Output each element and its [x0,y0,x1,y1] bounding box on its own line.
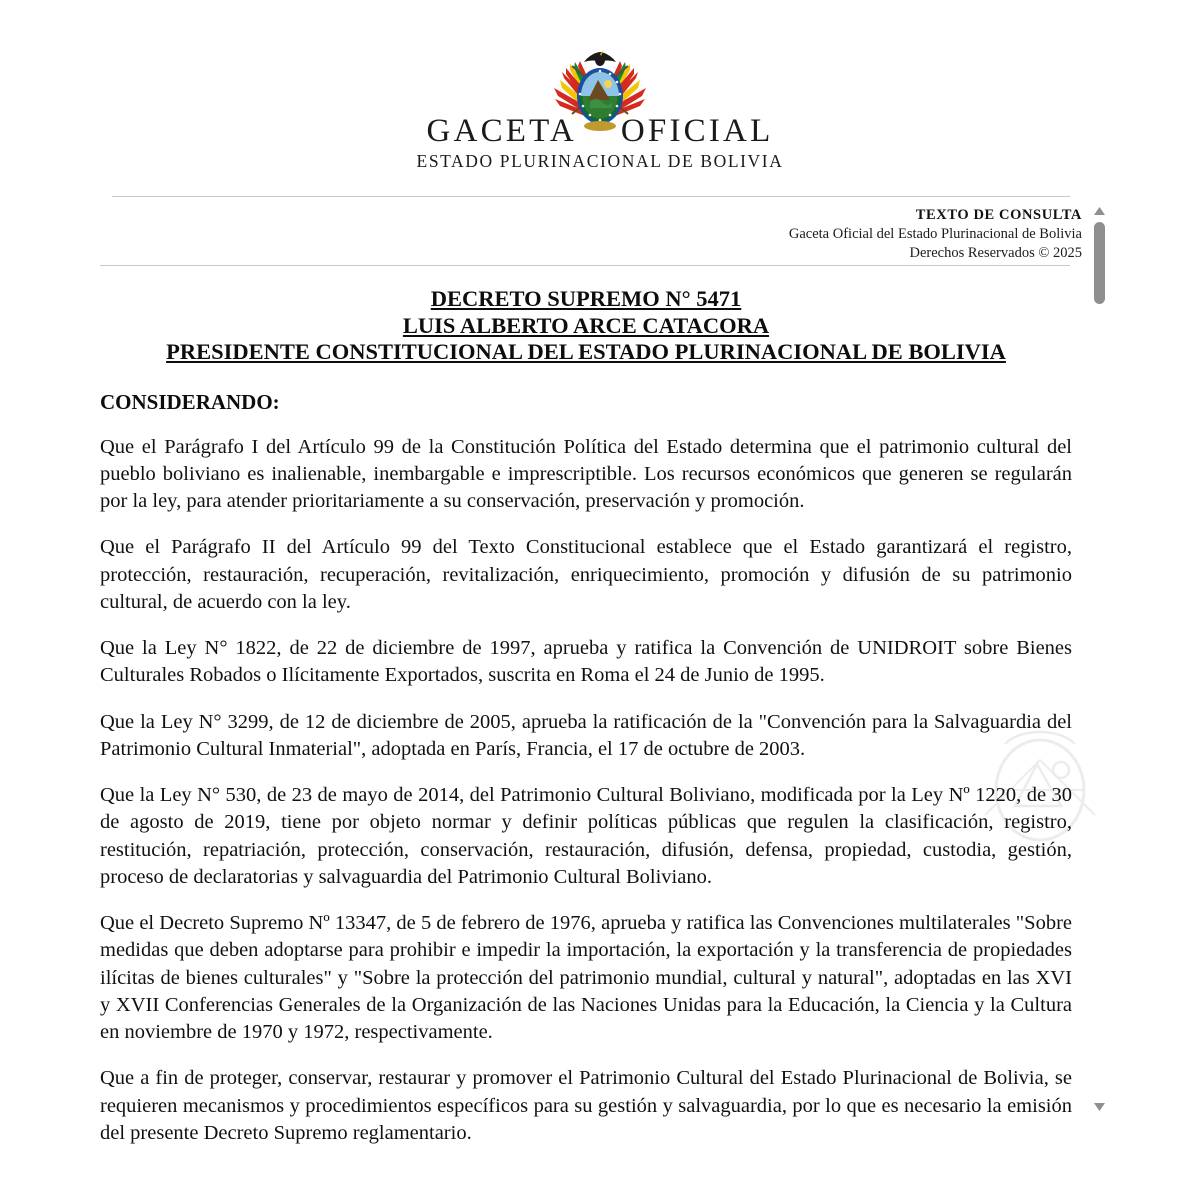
consulta-line-2: Derechos Reservados © 2025 [909,245,1082,262]
masthead-subtitle: ESTADO PLURINACIONAL DE BOLIVIA [416,150,784,171]
vertical-scrollbar[interactable] [1091,206,1108,1112]
masthead-title: GACETA OFICIAL [426,113,774,149]
section-heading-considerando: CONSIDERANDO: [100,389,280,414]
consulta-header [789,206,1082,263]
consulta-heading: TEXTO DE CONSULTA [915,207,1082,223]
paragraph-3: Que la Ley N° 1822, de 22 de diciembre de 1997, aprueba y ratifica la Convención de UNIDROIT sobre Bienes Culturales Robados o Ilícitamente Exportados, suscrita en Roma el 24 de Junio de 1995. [100,637,1072,687]
header-divider-top [112,196,1070,197]
masthead [0,44,1200,172]
paragraph-4: Que la Ley N° 3299, de 12 de diciembre de 2005, aprueba la ratificación de la "Convención para la Salvaguardia del Patrimonio Cultural Inmaterial", adoptada en París, Francia, el 17 de octubre de 2003. [100,710,1072,760]
triangle-down-icon[interactable] [1093,1102,1106,1112]
paragraph-1: Que el Parágrafo I del Artículo 99 de la Constitución Política del Estado determina que el patrimonio cultural del pueblo boliviano es inalienable, inembargable e imprescriptible. Los recursos económicos que generen se regularán por la ley, para atender prioritariamente a su conservación, preservación y promoción. [100,435,1072,513]
consulta-line-1: Gaceta Oficial del Estado Plurinacional de Bolivia [788,226,1082,243]
scrollbar-track[interactable] [1094,220,1105,1098]
decree-title-line-3: PRESIDENTE CONSTITUCIONAL DEL ESTADO PLURINACIONAL DE BOLIVIA [166,339,1006,365]
paragraph-7: Que a fin de proteger, conservar, restaurar y promover el Patrimonio Cultural del Estado Plurinacional de Bolivia, se requieren mecanismos y procedimientos específicos para su gestión y salvaguardia, por lo que es necesario la emisión del presente Decreto Supremo reglamentario. [100,1067,1072,1144]
paragraph-5: Que la Ley N° 530, de 23 de mayo de 2014, del Patrimonio Cultural Boliviano, modificada por la Ley Nº 1220, de 30 de agosto de 2019, tiene por objeto normar y definir políticas públicas que regulen la clasificación, registro, restitución, repatriación, protección, conservación, restauración, difusión, defensa, propiedad, custodia, gestión, proceso de declaratorias y salvaguardia del Patrimonio Cultural Boliviano. [100,784,1072,888]
decree-title-line-1: DECRETO SUPREMO N° 5471 [430,286,742,311]
header-divider-bottom [100,265,1070,266]
scrollbar-thumb[interactable] [1094,222,1105,304]
decree-title [100,286,1072,366]
paragraph-2: Que el Parágrafo II del Artículo 99 del Texto Constitucional establece que el Estado garantizará el registro, protección, restauración, recuperación, revitalización, enriquecimiento, promoción y difusión de su patrimonio cultural, de acuerdo con la ley. [100,536,1072,613]
triangle-up-icon[interactable] [1093,206,1106,216]
document-body [100,286,1072,1147]
paragraph-6: Que el Decreto Supremo Nº 13347, de 5 de febrero de 1976, aprueba y ratifica las Convenciones multilaterales "Sobre medidas que deben adoptarse para prohibir e impedir la importación, la exportación y la transferencia de propiedades ilícitas de bienes culturales" y "Sobre la protección del patrimonio mundial, cultural y natural", adoptadas en las XVI y XVII Conferencias Generales de la Organización de las Naciones Unidas para la Educación, la Ciencia y la Cultura en noviembre de 1970 y 1972, respectivamente. [100,912,1072,1044]
decree-title-line-2: LUIS ALBERTO ARCE CATACORA [402,312,770,338]
